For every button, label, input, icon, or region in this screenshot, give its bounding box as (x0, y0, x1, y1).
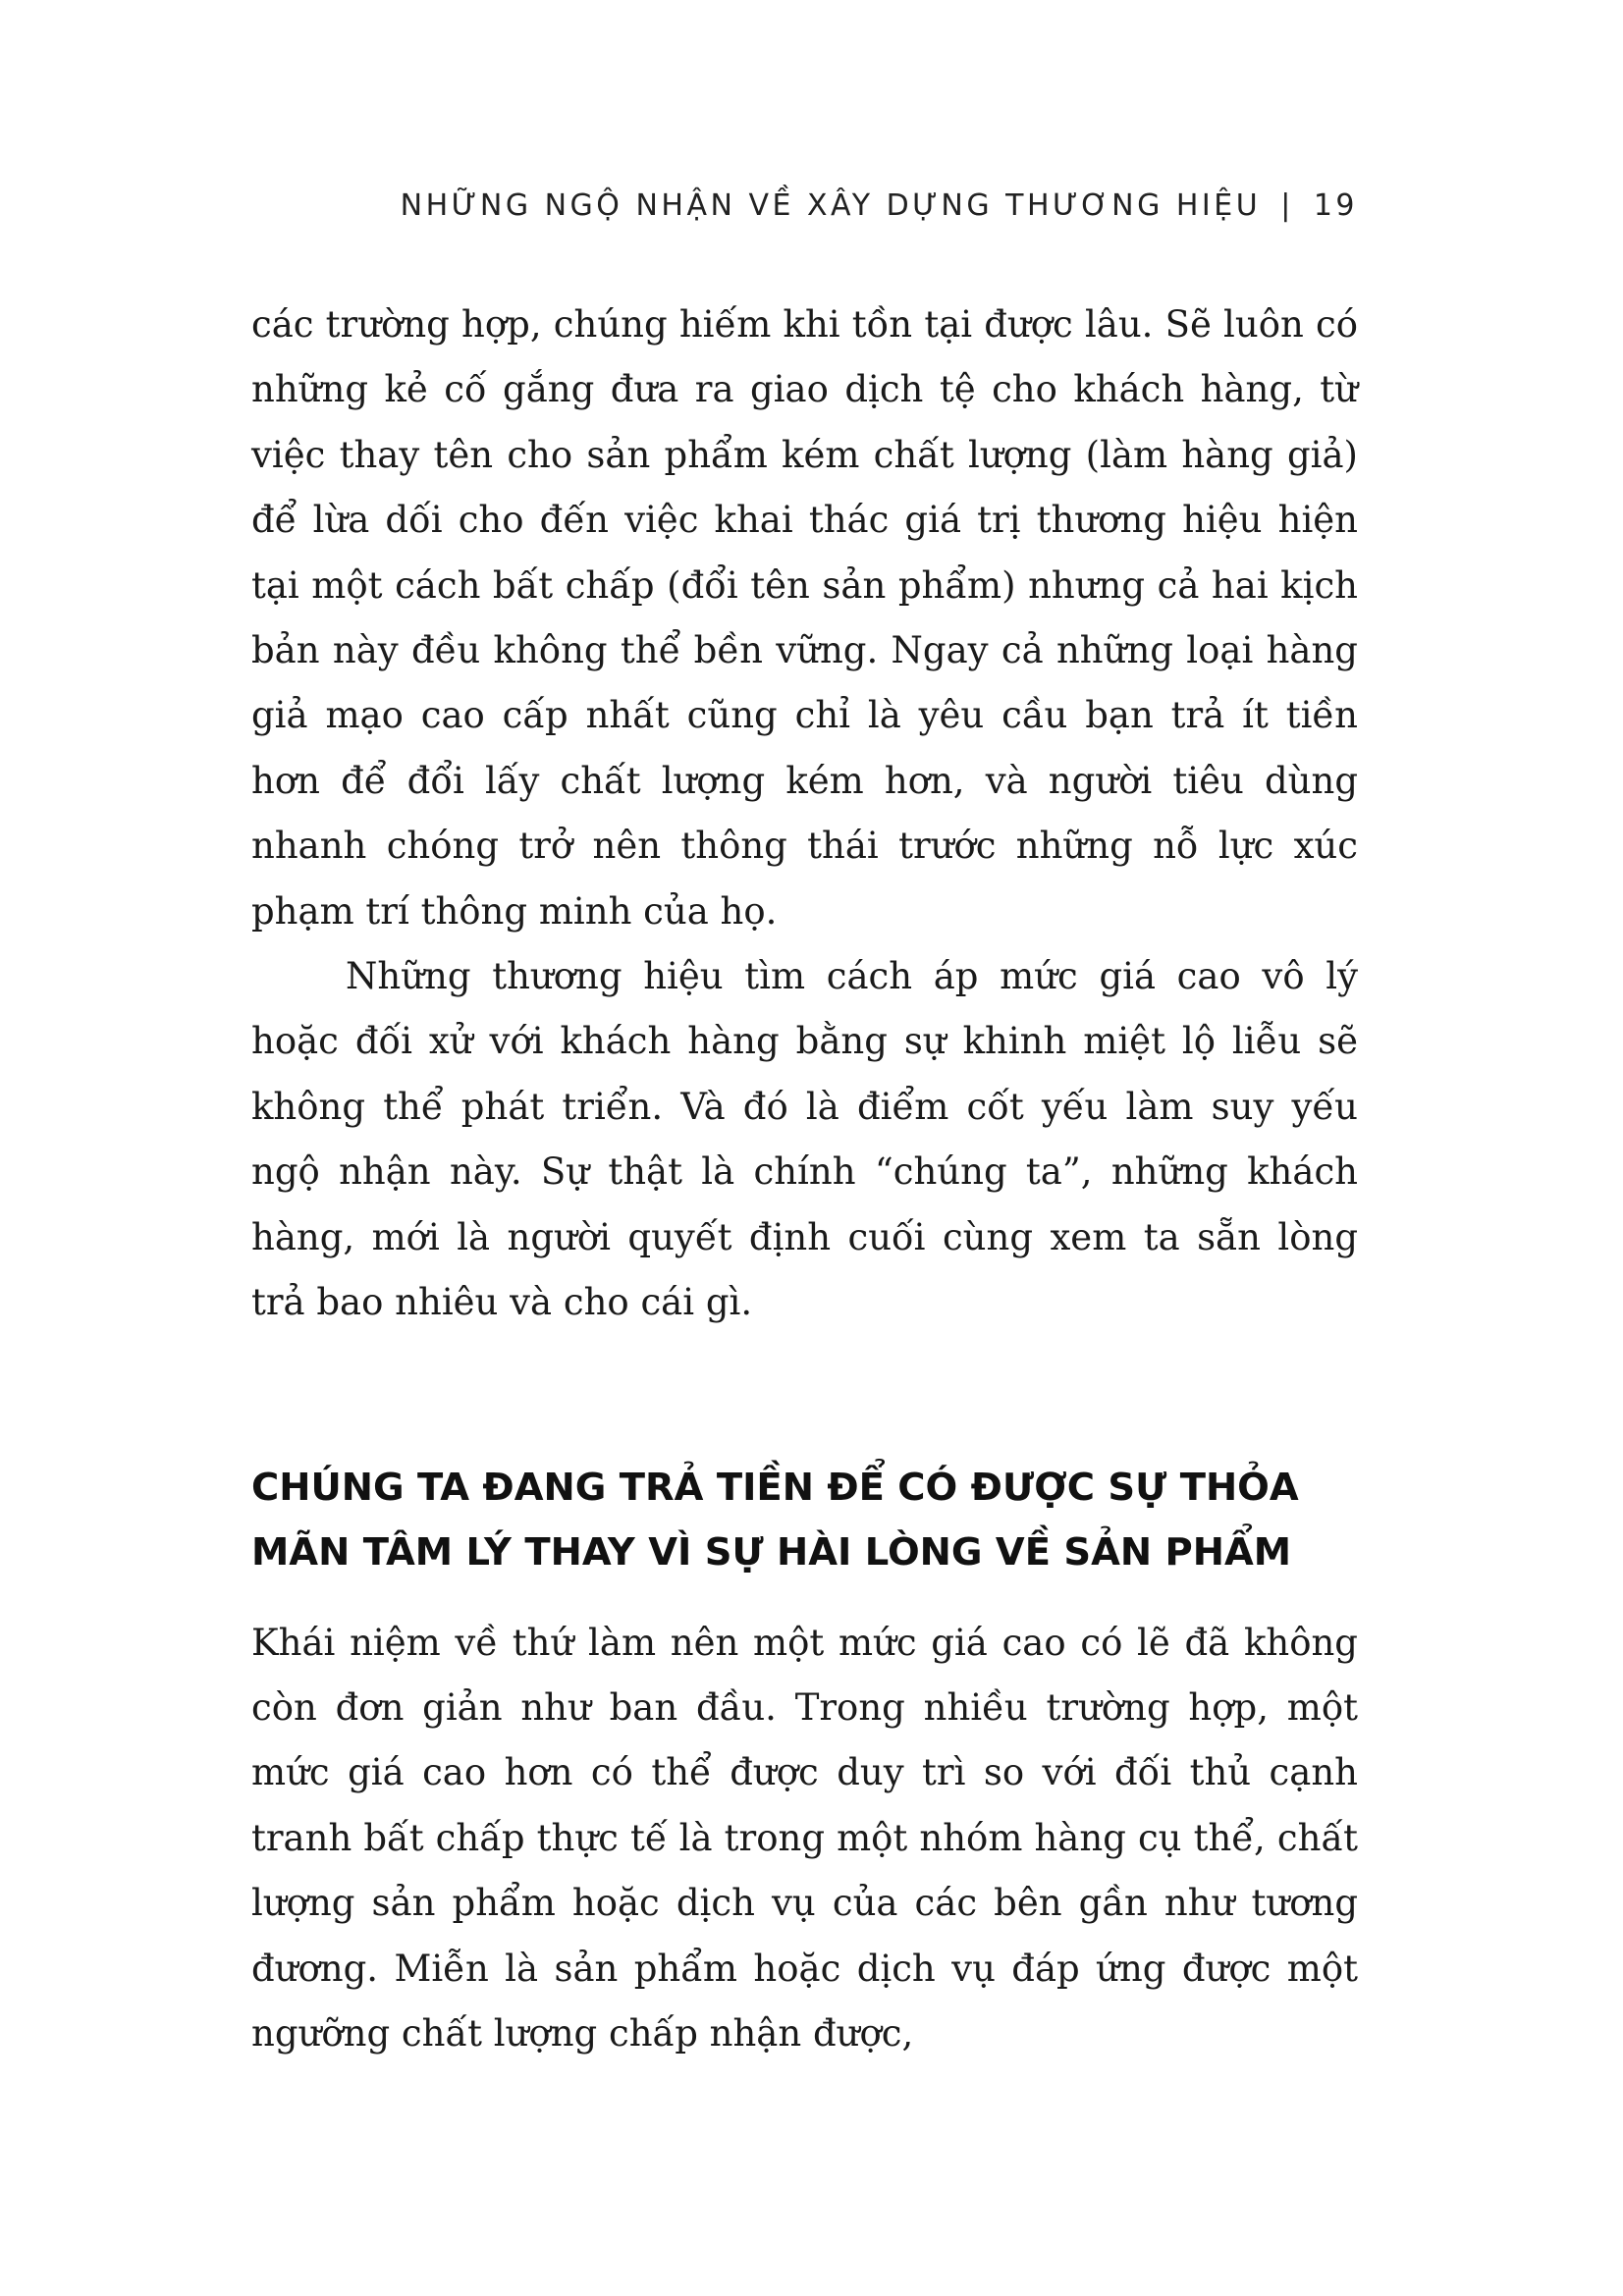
body-paragraph-3: Khái niệm về thứ làm nên một mức giá cao có lẽ đã không còn đơn giản như ban đầu. Trong nhiều trường hợp, một mức giá cao hơn có thể được duy trì so với đối thủ cạnh tranh bất chấp thực tế là trong một nhóm hàng cụ thể, chất lượng sản phẩm hoặc dịch vụ của các bên gần như tương đương. Miễn là sản phẩm hoặc dịch vụ đáp ứng được một ngưỡng chất lượng chấp nhận được, (251, 1621, 1358, 2055)
body-paragraph-1: các trường hợp, chúng hiếm khi tồn tại được lâu. Sẽ luôn có những kẻ cố gắng đưa ra giao dịch tệ cho khách hàng, từ việc thay tên cho sản phẩm kém chất lượng (làm hàng giả) để lừa dối cho đến việc khai thác giá trị thương hiệu hiện tại một cách bất chấp (đổi tên sản phẩm) nhưng cả hai kịch bản này đều không thể bền vững. Ngay cả những loại hàng giả mạo cao cấp nhất cũng chỉ là yêu cầu bạn trả ít tiền hơn để đổi lấy chất lượng kém hơn, và người tiêu dùng nhanh chóng trở nên thông thái trước những nỗ lực xúc phạm trí thông minh của họ. (251, 303, 1358, 933)
section-heading: CHÚNG TA ĐANG TRẢ TIỀN ĐỂ CÓ ĐƯỢC SỰ THỎA MÃN TÂM LÝ THAY VÌ SỰ HÀI LÒNG VỀ SẢN PHẨM (251, 1465, 1299, 1575)
body-paragraph-2: Những thương hiệu tìm cách áp mức giá cao vô lý hoặc đối xử với khách hàng bằng sự khinh miệt lộ liễu sẽ không thể phát triển. Và đó là điểm cốt yếu làm suy yếu ngộ nhận này. Sự thật là chính “chúng ta”, những khách hàng, mới là người quyết định cuối cùng xem ta sẵn lòng trả bao nhiêu và cho cái gì. (251, 955, 1358, 1324)
running-title: NHỮNG NGỘ NHẬN VỀ XÂY DỰNG THƯƠNG HIỆU (400, 188, 1262, 223)
header-separator: | (1280, 188, 1294, 223)
running-header (251, 188, 1358, 223)
page-number: 19 (1313, 188, 1358, 223)
page-body (251, 293, 1358, 2066)
